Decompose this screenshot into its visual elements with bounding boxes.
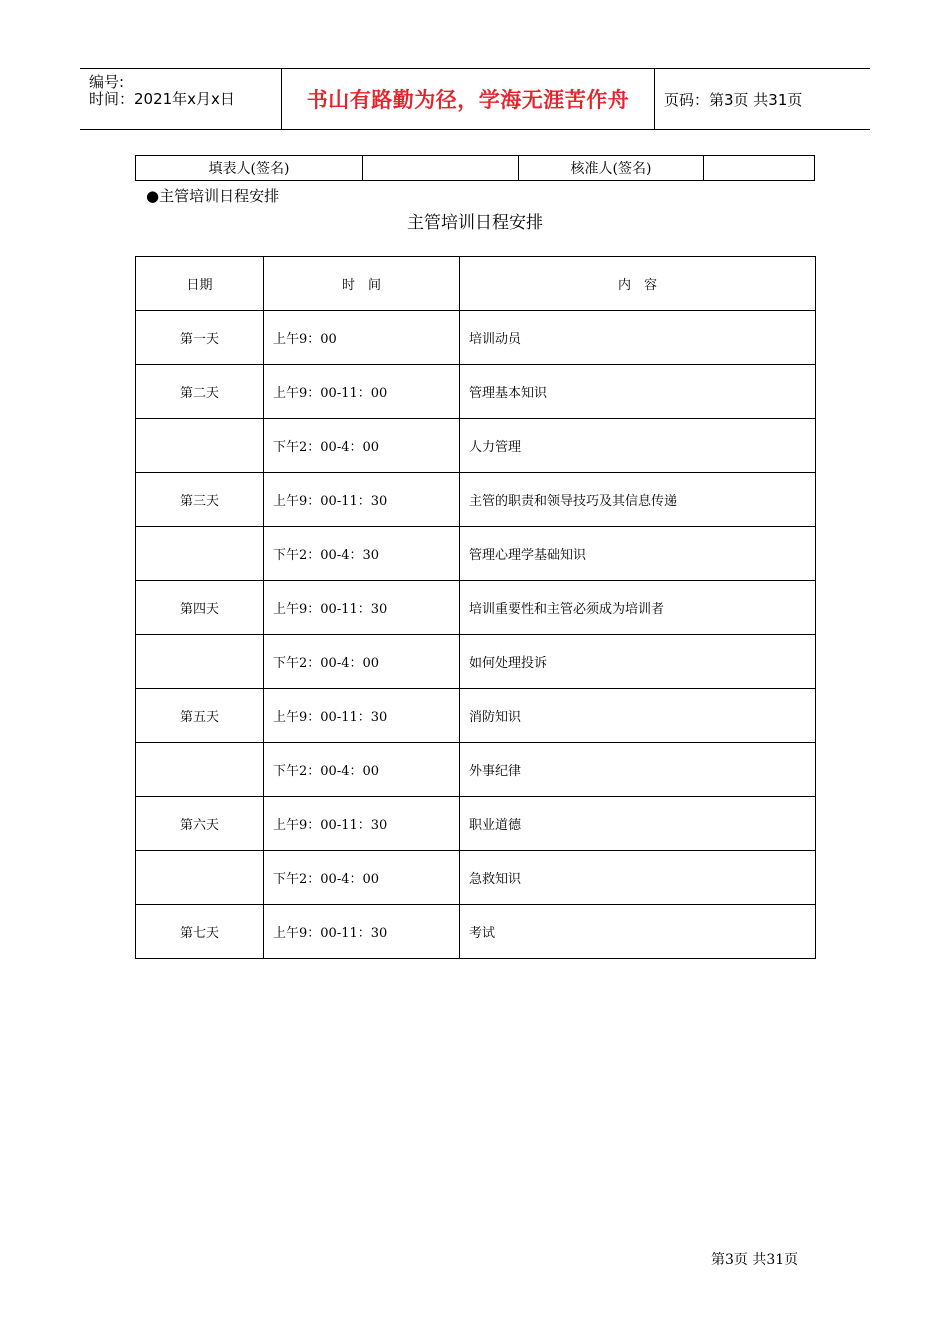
time-cell: 上午9：00-11：30 bbox=[264, 473, 460, 527]
content-cell: 管理基本知识 bbox=[460, 365, 816, 419]
time-cell: 上午9：00-11：30 bbox=[264, 689, 460, 743]
header-content: 内 容 bbox=[460, 257, 816, 311]
table-row bbox=[136, 365, 816, 419]
table-row bbox=[136, 581, 816, 635]
time-cell: 下午2：00-4：00 bbox=[264, 419, 460, 473]
table-row bbox=[136, 797, 816, 851]
time-cell: 上午9：00-11：30 bbox=[264, 797, 460, 851]
content-cell: 职业道德 bbox=[460, 797, 816, 851]
table-row bbox=[136, 635, 816, 689]
content-cell: 消防知识 bbox=[460, 689, 816, 743]
table-row bbox=[136, 527, 816, 581]
table-row bbox=[136, 905, 816, 959]
table-row bbox=[136, 473, 816, 527]
time-cell: 下午2：00-4：00 bbox=[264, 851, 460, 905]
approver-signature-field[interactable] bbox=[704, 156, 815, 181]
filler-signature-field[interactable] bbox=[363, 156, 519, 181]
day-cell: 第六天 bbox=[136, 797, 264, 851]
page-header bbox=[80, 68, 870, 130]
time-cell: 上午9：00 bbox=[264, 311, 460, 365]
header-page-info bbox=[655, 69, 870, 129]
content-cell: 管理心理学基础知识 bbox=[460, 527, 816, 581]
day-cell bbox=[136, 419, 264, 473]
page-footer: 第3页 共31页 bbox=[711, 1252, 799, 1268]
table-row bbox=[136, 311, 816, 365]
time-label: 时间：2021年x月x日 bbox=[89, 90, 235, 108]
content-cell: 人力管理 bbox=[460, 419, 816, 473]
header-motto bbox=[282, 69, 655, 129]
document-title: 主管培训日程安排 bbox=[407, 213, 543, 233]
motto-text: 书山有路勤为径，学海无涯苦作舟 bbox=[306, 88, 630, 112]
table-row bbox=[136, 689, 816, 743]
approver-label: 核准人(签名) bbox=[519, 156, 704, 181]
content-cell: 主管的职责和领导技巧及其信息传递 bbox=[460, 473, 816, 527]
schedule-header-row bbox=[136, 257, 816, 311]
section-heading: ●主管培训日程安排 bbox=[146, 187, 280, 205]
day-cell: 第二天 bbox=[136, 365, 264, 419]
day-cell: 第五天 bbox=[136, 689, 264, 743]
time-cell: 下午2：00-4：00 bbox=[264, 743, 460, 797]
filler-label: 填表人(签名) bbox=[136, 156, 363, 181]
header-time: 时 间 bbox=[264, 257, 460, 311]
day-cell: 第七天 bbox=[136, 905, 264, 959]
content-cell: 如何处理投诉 bbox=[460, 635, 816, 689]
day-cell: 第一天 bbox=[136, 311, 264, 365]
table-row bbox=[136, 851, 816, 905]
day-cell bbox=[136, 527, 264, 581]
day-cell: 第三天 bbox=[136, 473, 264, 527]
page-info-text: 页码：第3页 共31页 bbox=[664, 90, 803, 109]
header-date: 日期 bbox=[136, 257, 264, 311]
day-cell bbox=[136, 743, 264, 797]
schedule-table bbox=[135, 256, 816, 959]
table-row bbox=[136, 419, 816, 473]
time-cell: 上午9：00-11：00 bbox=[264, 365, 460, 419]
serial-label: 编号: bbox=[89, 73, 125, 91]
content-cell: 外事纪律 bbox=[460, 743, 816, 797]
content-cell: 培训重要性和主管必须成为培训者 bbox=[460, 581, 816, 635]
day-cell: 第四天 bbox=[136, 581, 264, 635]
time-cell: 下午2：00-4：30 bbox=[264, 527, 460, 581]
time-cell: 下午2：00-4：00 bbox=[264, 635, 460, 689]
time-cell: 上午9：00-11：30 bbox=[264, 581, 460, 635]
content-cell: 急救知识 bbox=[460, 851, 816, 905]
content-cell: 培训动员 bbox=[460, 311, 816, 365]
header-meta bbox=[80, 69, 282, 129]
time-cell: 上午9：00-11：30 bbox=[264, 905, 460, 959]
day-cell bbox=[136, 635, 264, 689]
table-row bbox=[136, 743, 816, 797]
day-cell bbox=[136, 851, 264, 905]
content-cell: 考试 bbox=[460, 905, 816, 959]
signature-table bbox=[135, 155, 815, 181]
